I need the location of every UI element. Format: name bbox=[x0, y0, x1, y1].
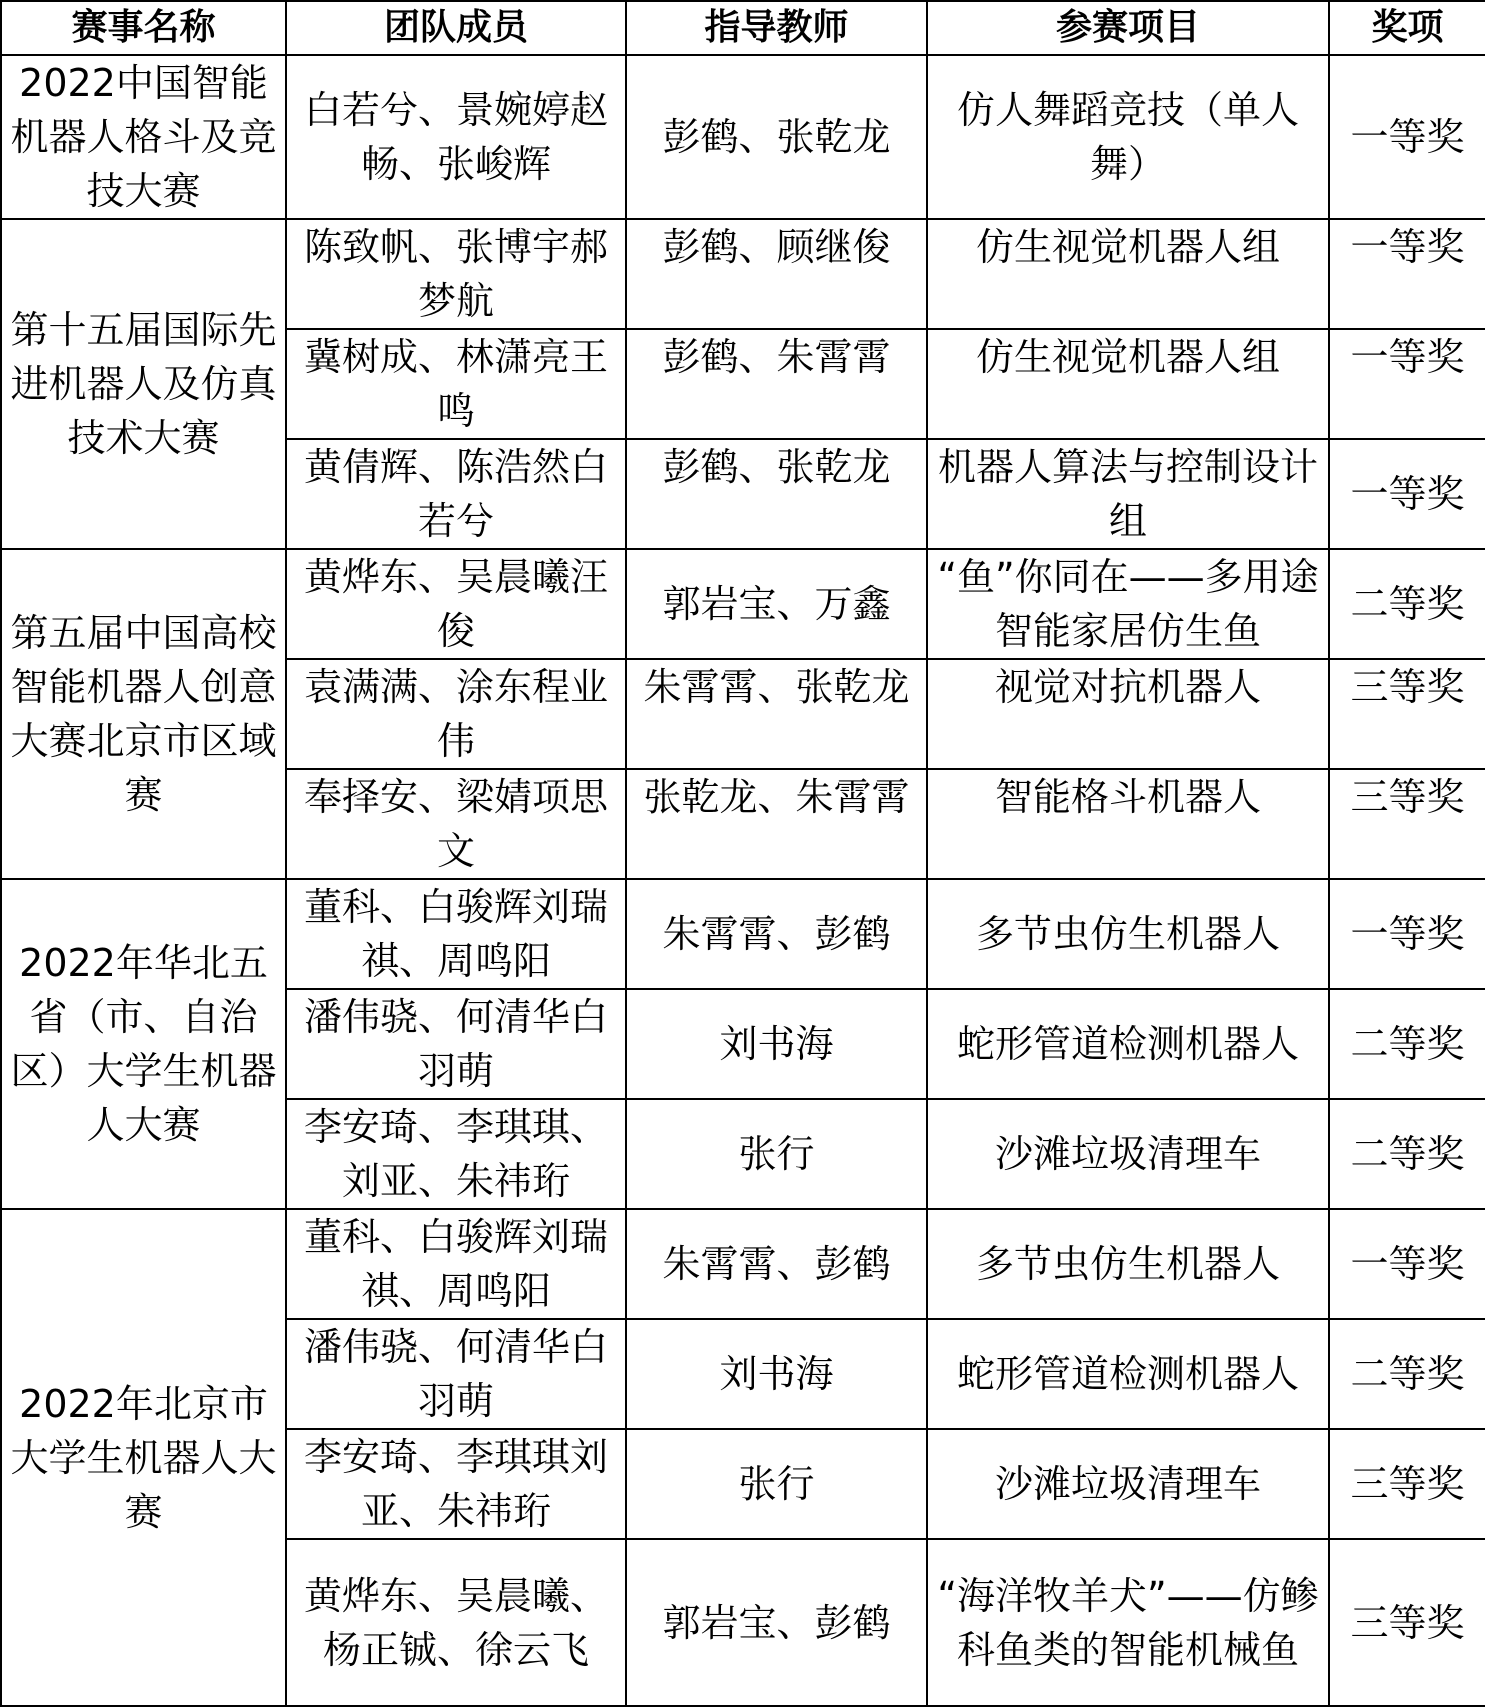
table-body bbox=[1, 55, 1485, 1706]
award-cell: 二等奖 bbox=[1329, 989, 1485, 1099]
members-cell: 袁满满、涂东程业伟 bbox=[286, 659, 626, 769]
table-row bbox=[1, 219, 1485, 329]
event-name-cell: 2022年北京市大学生机器人大赛 bbox=[1, 1209, 286, 1706]
award-cell: 二等奖 bbox=[1329, 1099, 1485, 1209]
members-cell: 李安琦、李琪琪、刘亚、朱祎珩 bbox=[286, 1099, 626, 1209]
table-row bbox=[1, 549, 1485, 659]
members-cell: 李安琦、李琪琪刘亚、朱祎珩 bbox=[286, 1429, 626, 1539]
project-cell: 沙滩垃圾清理车 bbox=[927, 1099, 1329, 1209]
teachers-cell: 朱霄霄、彭鹤 bbox=[626, 879, 927, 989]
teachers-cell: 朱霄霄、彭鹤 bbox=[626, 1209, 927, 1319]
teachers-cell: 彭鹤、张乾龙 bbox=[626, 439, 927, 549]
event-name-cell: 第十五届国际先进机器人及仿真技术大赛 bbox=[1, 219, 286, 549]
project-cell: 仿人舞蹈竞技（单人舞） bbox=[927, 55, 1329, 219]
project-cell: 多节虫仿生机器人 bbox=[927, 1209, 1329, 1319]
award-cell: 一等奖 bbox=[1329, 55, 1485, 219]
award-cell: 一等奖 bbox=[1329, 219, 1485, 329]
teachers-cell: 彭鹤、顾继俊 bbox=[626, 219, 927, 329]
table-row bbox=[1, 879, 1485, 989]
teachers-cell: 郭岩宝、万鑫 bbox=[626, 549, 927, 659]
members-cell: 黄烨东、吴晨曦汪俊 bbox=[286, 549, 626, 659]
project-cell: 智能格斗机器人 bbox=[927, 769, 1329, 879]
members-cell: 冀树成、林潇亮王鸣 bbox=[286, 329, 626, 439]
award-cell: 三等奖 bbox=[1329, 769, 1485, 879]
project-cell: 机器人算法与控制设计组 bbox=[927, 439, 1329, 549]
table-header bbox=[1, 1, 1485, 55]
award-cell: 一等奖 bbox=[1329, 1209, 1485, 1319]
teachers-cell: 刘书海 bbox=[626, 989, 927, 1099]
award-cell: 三等奖 bbox=[1329, 659, 1485, 769]
award-cell: 一等奖 bbox=[1329, 879, 1485, 989]
header-row bbox=[1, 1, 1485, 55]
project-cell: 沙滩垃圾清理车 bbox=[927, 1429, 1329, 1539]
teachers-cell: 张行 bbox=[626, 1099, 927, 1209]
project-cell: “海洋牧羊犬”——仿鲹科鱼类的智能机械鱼 bbox=[927, 1539, 1329, 1706]
header-award: 奖项 bbox=[1329, 1, 1485, 55]
teachers-cell: 刘书海 bbox=[626, 1319, 927, 1429]
award-cell: 一等奖 bbox=[1329, 329, 1485, 439]
project-cell: 仿生视觉机器人组 bbox=[927, 219, 1329, 329]
header-event: 赛事名称 bbox=[1, 1, 286, 55]
award-cell: 二等奖 bbox=[1329, 1319, 1485, 1429]
table-row bbox=[1, 55, 1485, 219]
project-cell: 仿生视觉机器人组 bbox=[927, 329, 1329, 439]
award-cell: 二等奖 bbox=[1329, 549, 1485, 659]
members-cell: 奉择安、梁婧项思文 bbox=[286, 769, 626, 879]
members-cell: 潘伟骁、何清华白羽萌 bbox=[286, 989, 626, 1099]
table-row bbox=[1, 1209, 1485, 1319]
header-project: 参赛项目 bbox=[927, 1, 1329, 55]
members-cell: 潘伟骁、何清华白羽萌 bbox=[286, 1319, 626, 1429]
project-cell: 视觉对抗机器人 bbox=[927, 659, 1329, 769]
members-cell: 董科、白骏辉刘瑞祺、周鸣阳 bbox=[286, 1209, 626, 1319]
teachers-cell: 张乾龙、朱霄霄 bbox=[626, 769, 927, 879]
project-cell: “鱼”你同在——多用途智能家居仿生鱼 bbox=[927, 549, 1329, 659]
award-cell: 三等奖 bbox=[1329, 1539, 1485, 1706]
teachers-cell: 张行 bbox=[626, 1429, 927, 1539]
project-cell: 蛇形管道检测机器人 bbox=[927, 1319, 1329, 1429]
header-members: 团队成员 bbox=[286, 1, 626, 55]
header-teachers: 指导教师 bbox=[626, 1, 927, 55]
members-cell: 董科、白骏辉刘瑞祺、周鸣阳 bbox=[286, 879, 626, 989]
members-cell: 陈致帆、张博宇郝梦航 bbox=[286, 219, 626, 329]
teachers-cell: 彭鹤、朱霄霄 bbox=[626, 329, 927, 439]
teachers-cell: 彭鹤、张乾龙 bbox=[626, 55, 927, 219]
members-cell: 黄烨东、吴晨曦、杨正铖、徐云飞 bbox=[286, 1539, 626, 1706]
award-cell: 三等奖 bbox=[1329, 1429, 1485, 1539]
teachers-cell: 朱霄霄、张乾龙 bbox=[626, 659, 927, 769]
teachers-cell: 郭岩宝、彭鹤 bbox=[626, 1539, 927, 1706]
award-cell: 一等奖 bbox=[1329, 439, 1485, 549]
members-cell: 黄倩辉、陈浩然白若兮 bbox=[286, 439, 626, 549]
project-cell: 蛇形管道检测机器人 bbox=[927, 989, 1329, 1099]
event-name-cell: 2022年华北五省（市、自治区）大学生机器人大赛 bbox=[1, 879, 286, 1209]
project-cell: 多节虫仿生机器人 bbox=[927, 879, 1329, 989]
event-name-cell: 2022中国智能机器人格斗及竞技大赛 bbox=[1, 55, 286, 219]
members-cell: 白若兮、景婉婷赵畅、张峻辉 bbox=[286, 55, 626, 219]
event-name-cell: 第五届中国高校智能机器人创意大赛北京市区域赛 bbox=[1, 549, 286, 879]
